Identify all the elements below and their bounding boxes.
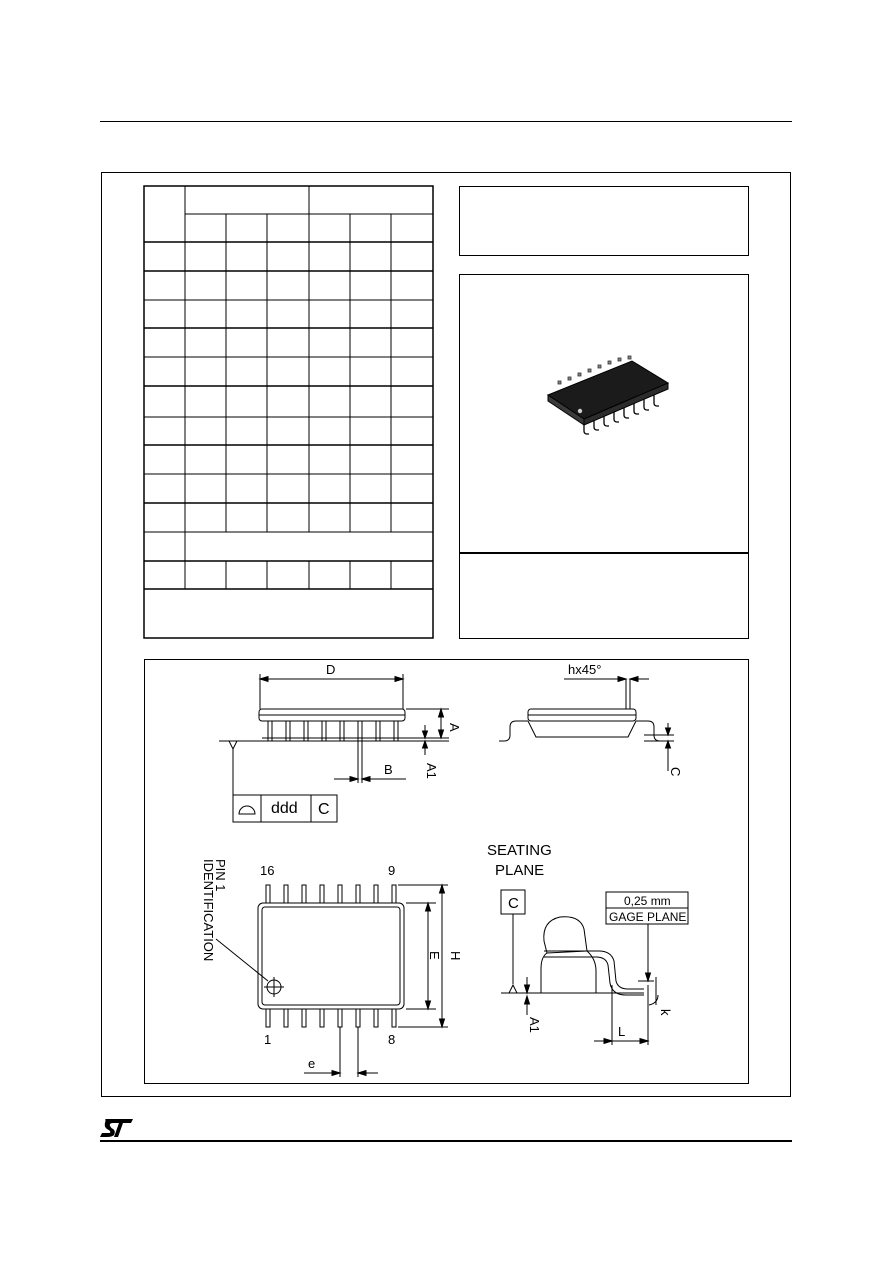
top-view — [216, 885, 448, 1077]
so16-package-image — [540, 355, 680, 445]
end-view — [499, 677, 674, 772]
seating-datum: C — [508, 895, 519, 912]
label-L: L — [618, 1024, 626, 1039]
tolerance-value: ddd — [271, 800, 298, 817]
side-view — [219, 674, 449, 822]
dimension-table — [143, 185, 434, 639]
tolerance-datum: C — [318, 801, 330, 818]
pin1-id-line2: IDENTIFICATION — [201, 859, 216, 962]
label-D: D — [326, 662, 336, 677]
label-pin1: 1 — [264, 1032, 272, 1047]
label-A: A — [447, 723, 462, 732]
label-pin8: 8 — [388, 1032, 396, 1047]
header-rule — [100, 121, 792, 122]
st-logo — [99, 1117, 135, 1139]
label-B: B — [384, 762, 393, 777]
label-chamfer: hx45° — [568, 662, 602, 677]
package-image-divider — [459, 552, 749, 554]
gage-value: 0,25 mm — [624, 894, 671, 908]
package-title-box — [459, 186, 749, 256]
footer-rule — [100, 1140, 792, 1142]
seating-plane-line2: PLANE — [495, 862, 545, 879]
seating-plane-line1: SEATING — [487, 842, 552, 859]
label-pin9: 9 — [388, 863, 396, 878]
pin1-id-line1: PIN 1 — [213, 859, 228, 892]
label-e: e — [308, 1056, 316, 1071]
label-A1-detail: A1 — [527, 1017, 542, 1033]
gage-plane-label: GAGE PLANE — [609, 910, 687, 924]
label-C-thickness: C — [668, 767, 683, 777]
package-image-box — [459, 274, 749, 639]
label-k: k — [658, 1009, 673, 1016]
label-H: H — [448, 951, 463, 961]
mechanical-drawing — [144, 659, 749, 1084]
label-E: E — [427, 951, 442, 960]
label-A1: A1 — [424, 763, 439, 779]
label-pin16: 16 — [260, 863, 275, 878]
